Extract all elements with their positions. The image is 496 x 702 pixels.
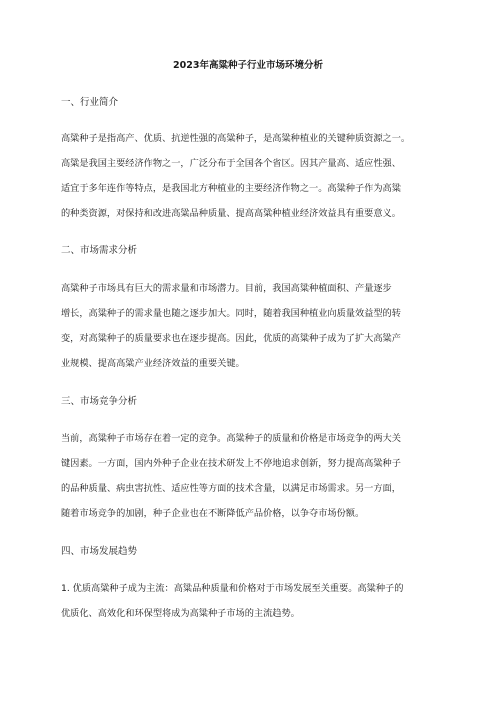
section-heading-market-demand: 二、市场需求分析 [61,245,138,256]
paragraph-line: 高粱种子市场具有巨大的需求量和市场潜力。目前，我国高粱种植面积、产量逐步 [61,283,392,294]
document-title: 2023年高粱种子行业市场环境分析 [173,60,323,71]
paragraph-line: 键因素。一方面，国内外种子企业在技术研发上不停地追求创新，努力提高高粱种子 [61,458,401,469]
paragraph-line: 优质化、高效化和环保型将成为高粱种子市场的主流趋势。 [61,608,300,619]
section-heading-market-competition: 三、市场竞争分析 [61,396,138,407]
paragraph-line: 1. 优质高粱种子成为主流：高粱品种质量和价格对于市场发展至关重要。高粱种子的 [61,583,404,594]
paragraph-line: 增长，高粱种子的需求量也随之逐步加大。同时，随着我国种植业向质量效益型的转 [61,308,401,319]
paragraph-line: 的种类资源，对保持和改进高粱品种质量、提高高粱种植业经济效益具有重要意义。 [61,208,401,219]
paragraph-line: 高粱是我国主要经济作物之一，广泛分布于全国各个省区。因其产量高、适应性强、 [61,158,401,169]
paragraph-line: 适宜于多年连作等特点，是我国北方种植业的主要经济作物之一。高粱种子作为高粱 [61,183,401,194]
paragraph-line: 当前，高粱种子市场存在着一定的竞争。高粱种子的质量和价格是市场竞争的两大关 [61,433,401,444]
paragraph-line: 的品种质量、病虫害抗性、适应性等方面的技术含量，以满足市场需求。另一方面， [61,483,401,494]
paragraph-line: 业规模、提高高粱产业经济效益的重要关键。 [61,358,245,369]
paragraph-line: 变，对高粱种子的质量要求也在逐步提高。因此，优质的高粱种子成为了扩大高粱产 [61,333,401,344]
paragraph-line: 随着市场竞争的加剧，种子企业也在不断降低产品价格，以争夺市场份额。 [61,508,365,519]
paragraph-line: 高粱种子是指高产、优质、抗逆性强的高粱种子，是高粱种植业的关键种质资源之一。 [61,133,411,144]
section-heading-industry-intro: 一、行业简介 [61,97,119,108]
section-heading-market-trend: 四、市场发展趋势 [61,546,138,557]
